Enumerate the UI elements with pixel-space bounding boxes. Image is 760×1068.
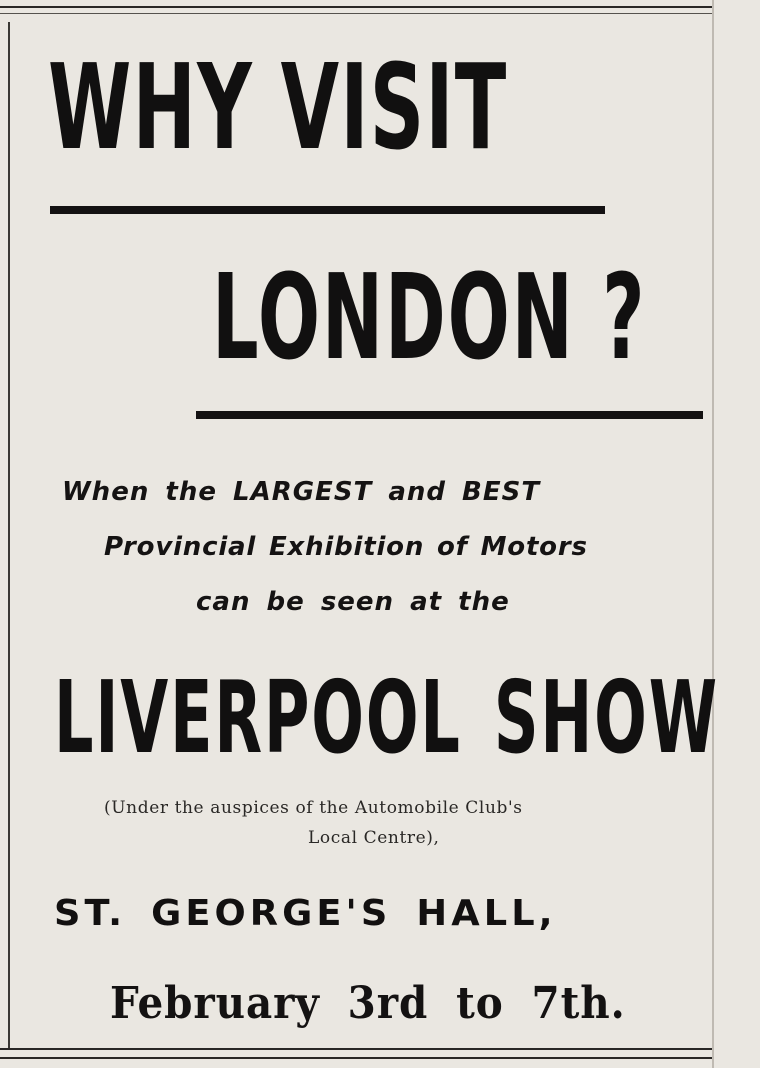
- bottom-border-rule: [0, 1057, 712, 1059]
- body-line: can be seen at the: [196, 587, 510, 617]
- show-name: LIVERPOOL SHOW: [54, 659, 719, 776]
- headline-why-visit: WHY VISIT: [48, 38, 508, 176]
- auspices-note: Local Centre),: [308, 828, 440, 848]
- body-line: When the LARGEST and BEST: [62, 477, 541, 507]
- top-border-rule-thin: [0, 13, 712, 14]
- top-border-rule: [0, 6, 712, 8]
- auspices-note: (Under the auspices of the Automobile Club's: [104, 798, 523, 818]
- show-dates: February 3rd to 7th.: [110, 978, 626, 1029]
- headline-underline-bar: [50, 206, 605, 214]
- left-border-rule: [8, 22, 10, 1050]
- headline-underline-bar: [196, 411, 703, 419]
- bottom-border-rule: [0, 1048, 712, 1050]
- headline-london: LONDON ?: [212, 248, 647, 386]
- venue-name: ST. GEORGE'S HALL,: [54, 893, 557, 934]
- body-line: Provincial Exhibition of Motors: [104, 532, 588, 562]
- right-page-edge: [712, 0, 714, 1068]
